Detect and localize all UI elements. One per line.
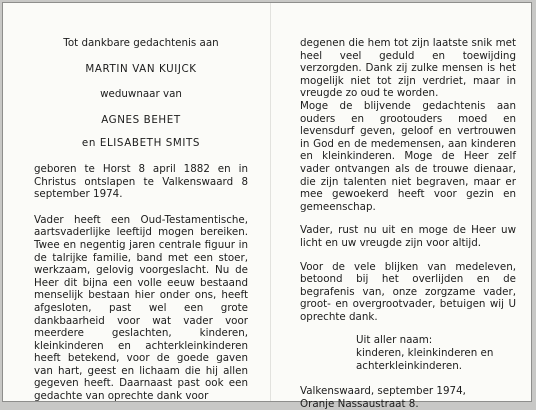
paragraph-remembrance: Moge de blijvende gedachtenis aan ouders en grootouders moed en levensdurf geven, geloof en vertrouwen in God en de medemensen, aan kinderen en kleinkinderen. Moge de Heer zelf vader ontvangen als de trouwe dienaar, die zijn talenten niet begraven, maar er mee gewoekerd heeft voor gezin en gemeenschap.: [300, 99, 516, 213]
right-page: [300, 37, 516, 410]
widower-label: weduwnaar van: [100, 88, 182, 101]
heading: Tot dankbare gedachtenis aan: [63, 37, 219, 49]
left-page: [34, 37, 248, 403]
memorial-card: [2, 2, 532, 410]
paragraph-care: degenen die hem tot zijn laatste snik met heel veel geduld en toewijding verzorgden. Dank zij zulke mensen is het mogelijk niet tot zijn verdriet, maar in vreugde zo oud te worden.: [300, 37, 516, 100]
deceased-name: MARTIN VAN KUIJCK: [85, 62, 197, 75]
signature-names: kinderen, kleinkinderen en achterkleinkinderen.: [356, 347, 494, 372]
tribute-text: Vader heeft een Oud-Testamentische, aartsvaderlijke leeftijd mogen bereiken. Twee en negentig jaren centrale figuur in de talrijke familie, band met een stoer, werkzaam, gelovig voorgeslacht. Nu de Heer dit bijna een volle eeuw bestaand menselijk bestaan hier onder ons, heeft afgesloten, past wel een grote dankbaarheid voor wat vader voor meerdere geslachten, kinderen, kleinkinderen en achterkleinkinderen heeft betekend, voor de goede gaven van hart, geest en lichaam die hij allen gegeven heeft. Daarnaast past ook een gedachte van oprechte dank voor: [34, 213, 248, 403]
second-wife-name: en ELISABETH SMITS: [81, 137, 201, 150]
paragraph-thanks: Voor de vele blijken van medeleven, betoond bij het overlijden en de begrafenis van, onze zorgzame vader, groot- en overgrootvader, betuigen wij U oprechte dank.: [300, 260, 516, 323]
first-wife-name: AGNES BEHET: [101, 113, 181, 126]
place-date: Valkenswaard, september 1974,: [300, 385, 466, 398]
birth-death-text: geboren te Horst 8 april 1882 en in Christus ontslapen te Valkenswaard 8 september 1974.: [34, 162, 248, 201]
paragraph-rest: Vader, rust nu uit en moge de Heer uw licht en uw vreugde zijn voor altijd.: [300, 224, 516, 249]
address: Oranje Nassaustraat 8.: [300, 397, 419, 410]
signature-label: Uit aller naam:: [356, 334, 433, 347]
card-fold-line: [270, 3, 271, 401]
